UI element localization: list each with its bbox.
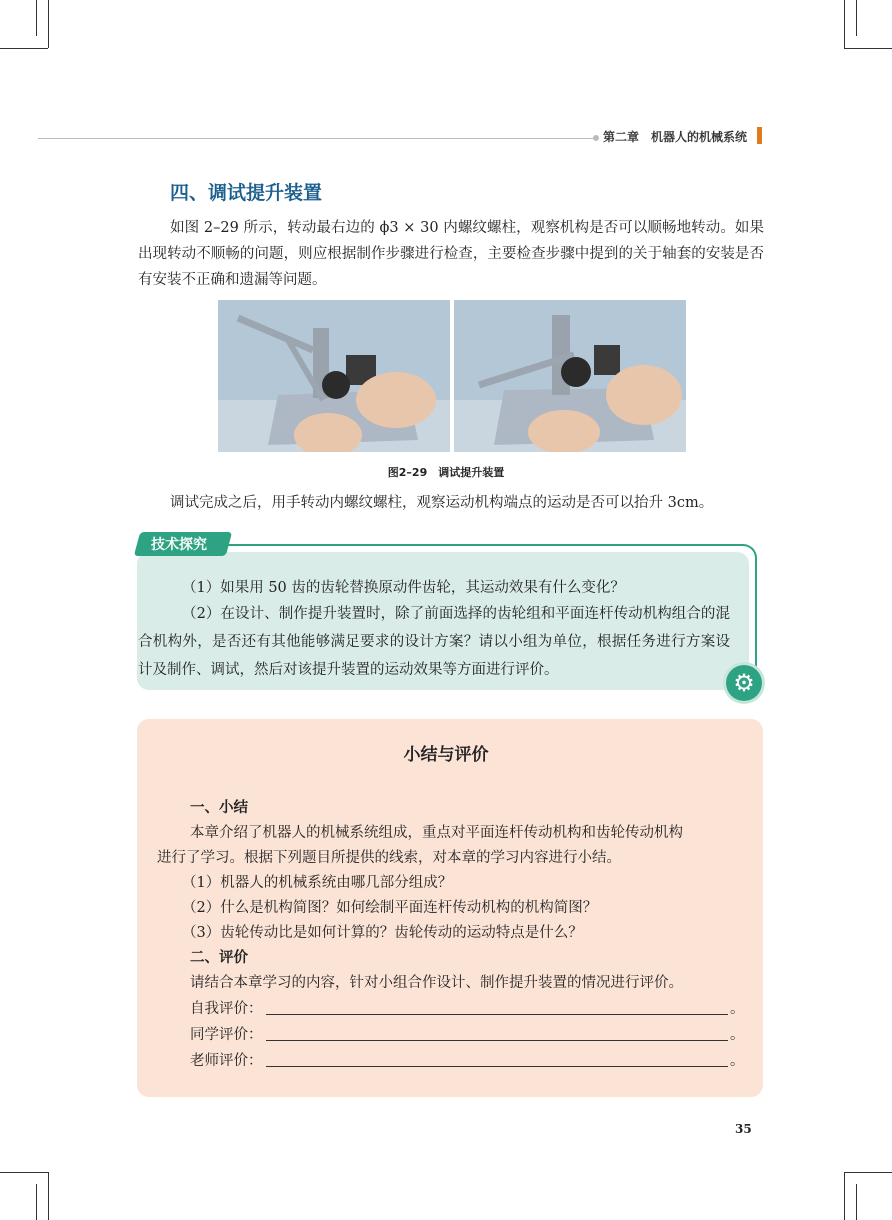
crop-mark [856, 1184, 857, 1220]
figure-photo-left [218, 300, 450, 452]
header-accent-bar [757, 127, 762, 144]
crop-mark [844, 1172, 845, 1220]
summary-item-1: （1）机器人的机械系统由哪几部分组成？ [182, 875, 453, 891]
crop-mark [36, 0, 37, 36]
paragraph-1-text: 如图 2–29 所示，转动最右边的 ϕ3 × 30 内螺纹螺柱，观察机构是否可以顺畅地转动。如果出现转动不顺畅的问题，则应根据制作步骤进行检查，主要检查步骤中提到的关于轴套的安装是否有安装不正确和遗漏等问题。 [138, 220, 764, 288]
crop-mark [856, 0, 857, 36]
teacher-evaluation-end: 。 [730, 1053, 745, 1069]
crop-mark [844, 1172, 892, 1173]
teacher-evaluation-label: 老师评价： [190, 1053, 263, 1069]
summary-title: 小结与评价 [403, 745, 489, 765]
crop-mark [48, 1172, 49, 1220]
summary-item-3: （3）齿轮传动比是如何计算的？齿轮传动的运动特点是什么？ [182, 925, 583, 941]
chapter-header: 第二章 机器人的机械系统 [603, 130, 748, 144]
self-evaluation-end: 。 [730, 1001, 745, 1017]
page-number: 35 [735, 1122, 752, 1136]
peer-evaluation-label: 同学评价： [190, 1027, 263, 1043]
paragraph-2 [138, 490, 764, 516]
header-rule [38, 138, 593, 139]
header-dot [593, 135, 599, 141]
crop-mark [48, 0, 49, 48]
summary-paragraph-line-1: 本章介绍了机器人的机械系统组成，重点对平面连杆传动机构和齿轮传动机构 [190, 825, 683, 841]
crop-mark [844, 48, 892, 49]
crop-mark [0, 1172, 48, 1173]
gear-icon: ⚙ [726, 665, 762, 701]
peer-evaluation-line[interactable] [266, 1040, 728, 1041]
figure-photo-right [454, 300, 686, 452]
self-evaluation-line[interactable] [266, 1014, 728, 1015]
paragraph-1 [138, 215, 764, 293]
explore-tag-label: 技术探究 [151, 537, 207, 553]
crop-mark [0, 48, 48, 49]
explore-question-2 [138, 600, 730, 684]
crop-mark [844, 0, 845, 48]
summary-heading-1: 一、小结 [190, 799, 248, 816]
section-title: 四、调试提升装置 [170, 182, 323, 204]
explore-question-1 [164, 574, 730, 602]
crop-mark [36, 1184, 37, 1220]
summary-heading-2: 二、评价 [190, 949, 248, 966]
figure-caption: 图2–29 调试提升装置 [387, 466, 505, 479]
peer-evaluation-end: 。 [730, 1027, 745, 1043]
summary-paragraph-line-2: 进行了学习。根据下列题目所提供的线索，对本章的学习内容进行小结。 [157, 850, 621, 866]
explore-question-2-text: （2）在设计、制作提升装置时，除了前面选择的齿轮组和平面连杆传动机构组合的混合机构外，是否还有其他能够满足要求的设计方案？请以小组为单位，根据任务进行方案设计及制作、调试，然后对该提升装置的运动效果等方面进行评价。 [138, 606, 730, 678]
self-evaluation-label: 自我评价： [190, 1001, 263, 1017]
summary-evaluation-text: 请结合本章学习的内容，针对小组合作设计、制作提升装置的情况进行评价。 [190, 975, 683, 991]
summary-item-2: （2）什么是机构简图？如何绘制平面连杆传动机构的机构简图？ [182, 900, 598, 916]
explore-question-1-text: （1）如果用 50 齿的齿轮替换原动件齿轮，其运动效果有什么变化？ [182, 580, 625, 596]
paragraph-2-text: 调试完成之后，用手转动内螺纹螺柱，观察运动机构端点的运动是否可以抬升 3cm。 [170, 495, 714, 511]
teacher-evaluation-line[interactable] [266, 1066, 728, 1067]
